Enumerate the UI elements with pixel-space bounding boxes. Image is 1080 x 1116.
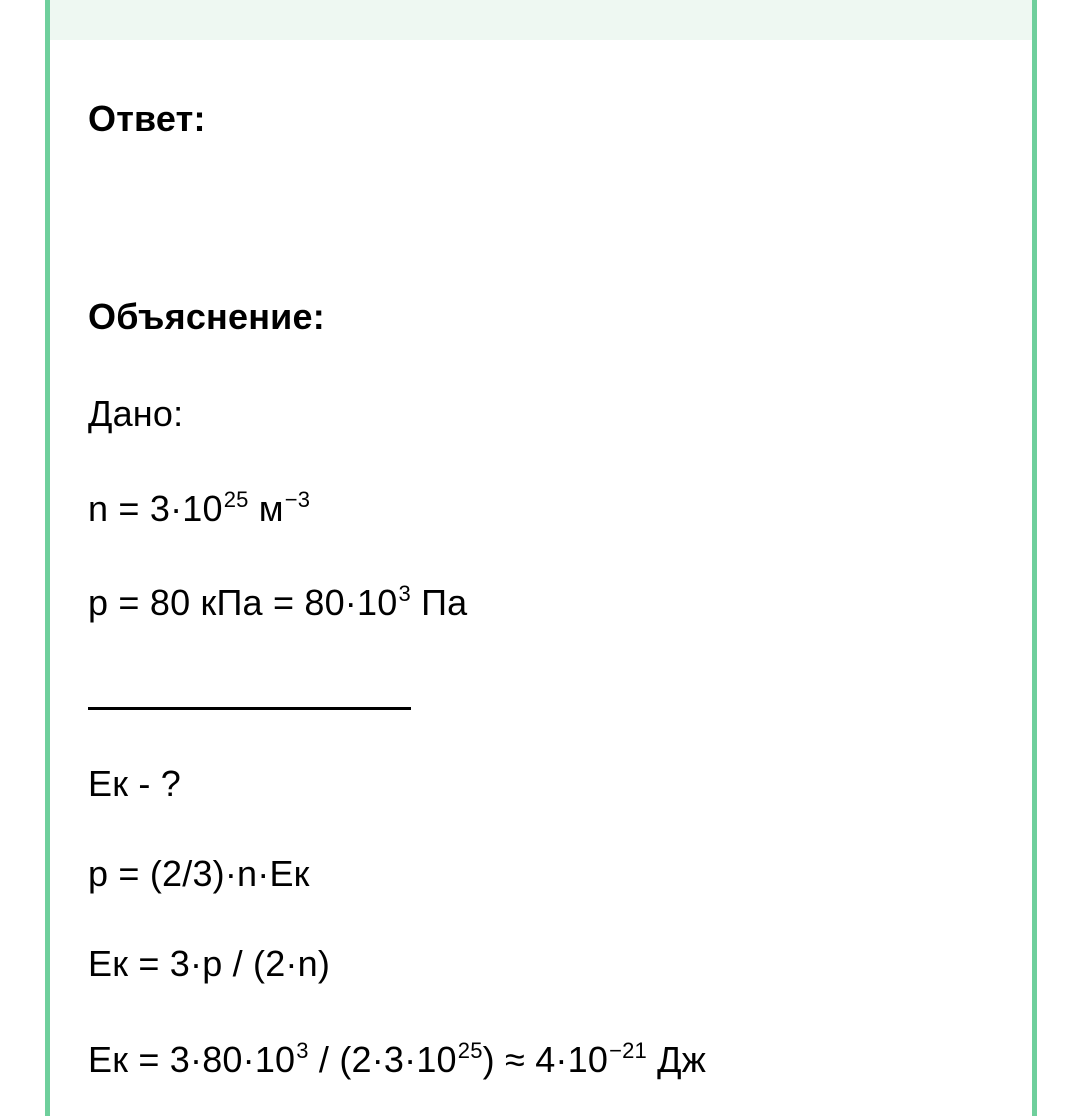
explanation-heading: Объяснение: xyxy=(88,296,325,337)
given-p-exponent: 3 xyxy=(398,581,411,606)
calc-exp-1: 3 xyxy=(296,1038,309,1063)
answer-heading: Ответ: xyxy=(88,98,206,139)
given-label: Дано: xyxy=(88,393,184,434)
given-p-unit: Па xyxy=(410,582,468,623)
given-n-unit: м xyxy=(248,488,284,529)
unknown-quantity: Ек - ? xyxy=(88,763,181,804)
calc-part-d: Дж xyxy=(646,1039,707,1080)
given-divider xyxy=(88,707,411,710)
given-n-unit-exponent: −3 xyxy=(284,487,311,512)
given-n-base: n = 3·10 xyxy=(88,488,223,529)
given-p-text: p = 80 кПа = 80·10 xyxy=(88,582,398,623)
given-n xyxy=(88,488,310,530)
calc-part-c: ) ≈ 4·10 xyxy=(482,1039,609,1080)
calc-exp-3: −21 xyxy=(609,1038,647,1063)
formula-pressure: p = (2/3)·n·Ек xyxy=(88,853,310,894)
calc-part-a: Ек = 3·80·10 xyxy=(88,1039,296,1080)
given-p xyxy=(88,582,467,624)
calc-exp-2: 25 xyxy=(457,1038,483,1063)
given-n-exponent: 25 xyxy=(223,487,249,512)
formula-energy: Ек = 3·p / (2·n) xyxy=(88,943,331,984)
calc-part-b: / (2·3·10 xyxy=(308,1039,457,1080)
card-header-strip xyxy=(50,0,1032,40)
formula-calculation xyxy=(88,1039,706,1081)
